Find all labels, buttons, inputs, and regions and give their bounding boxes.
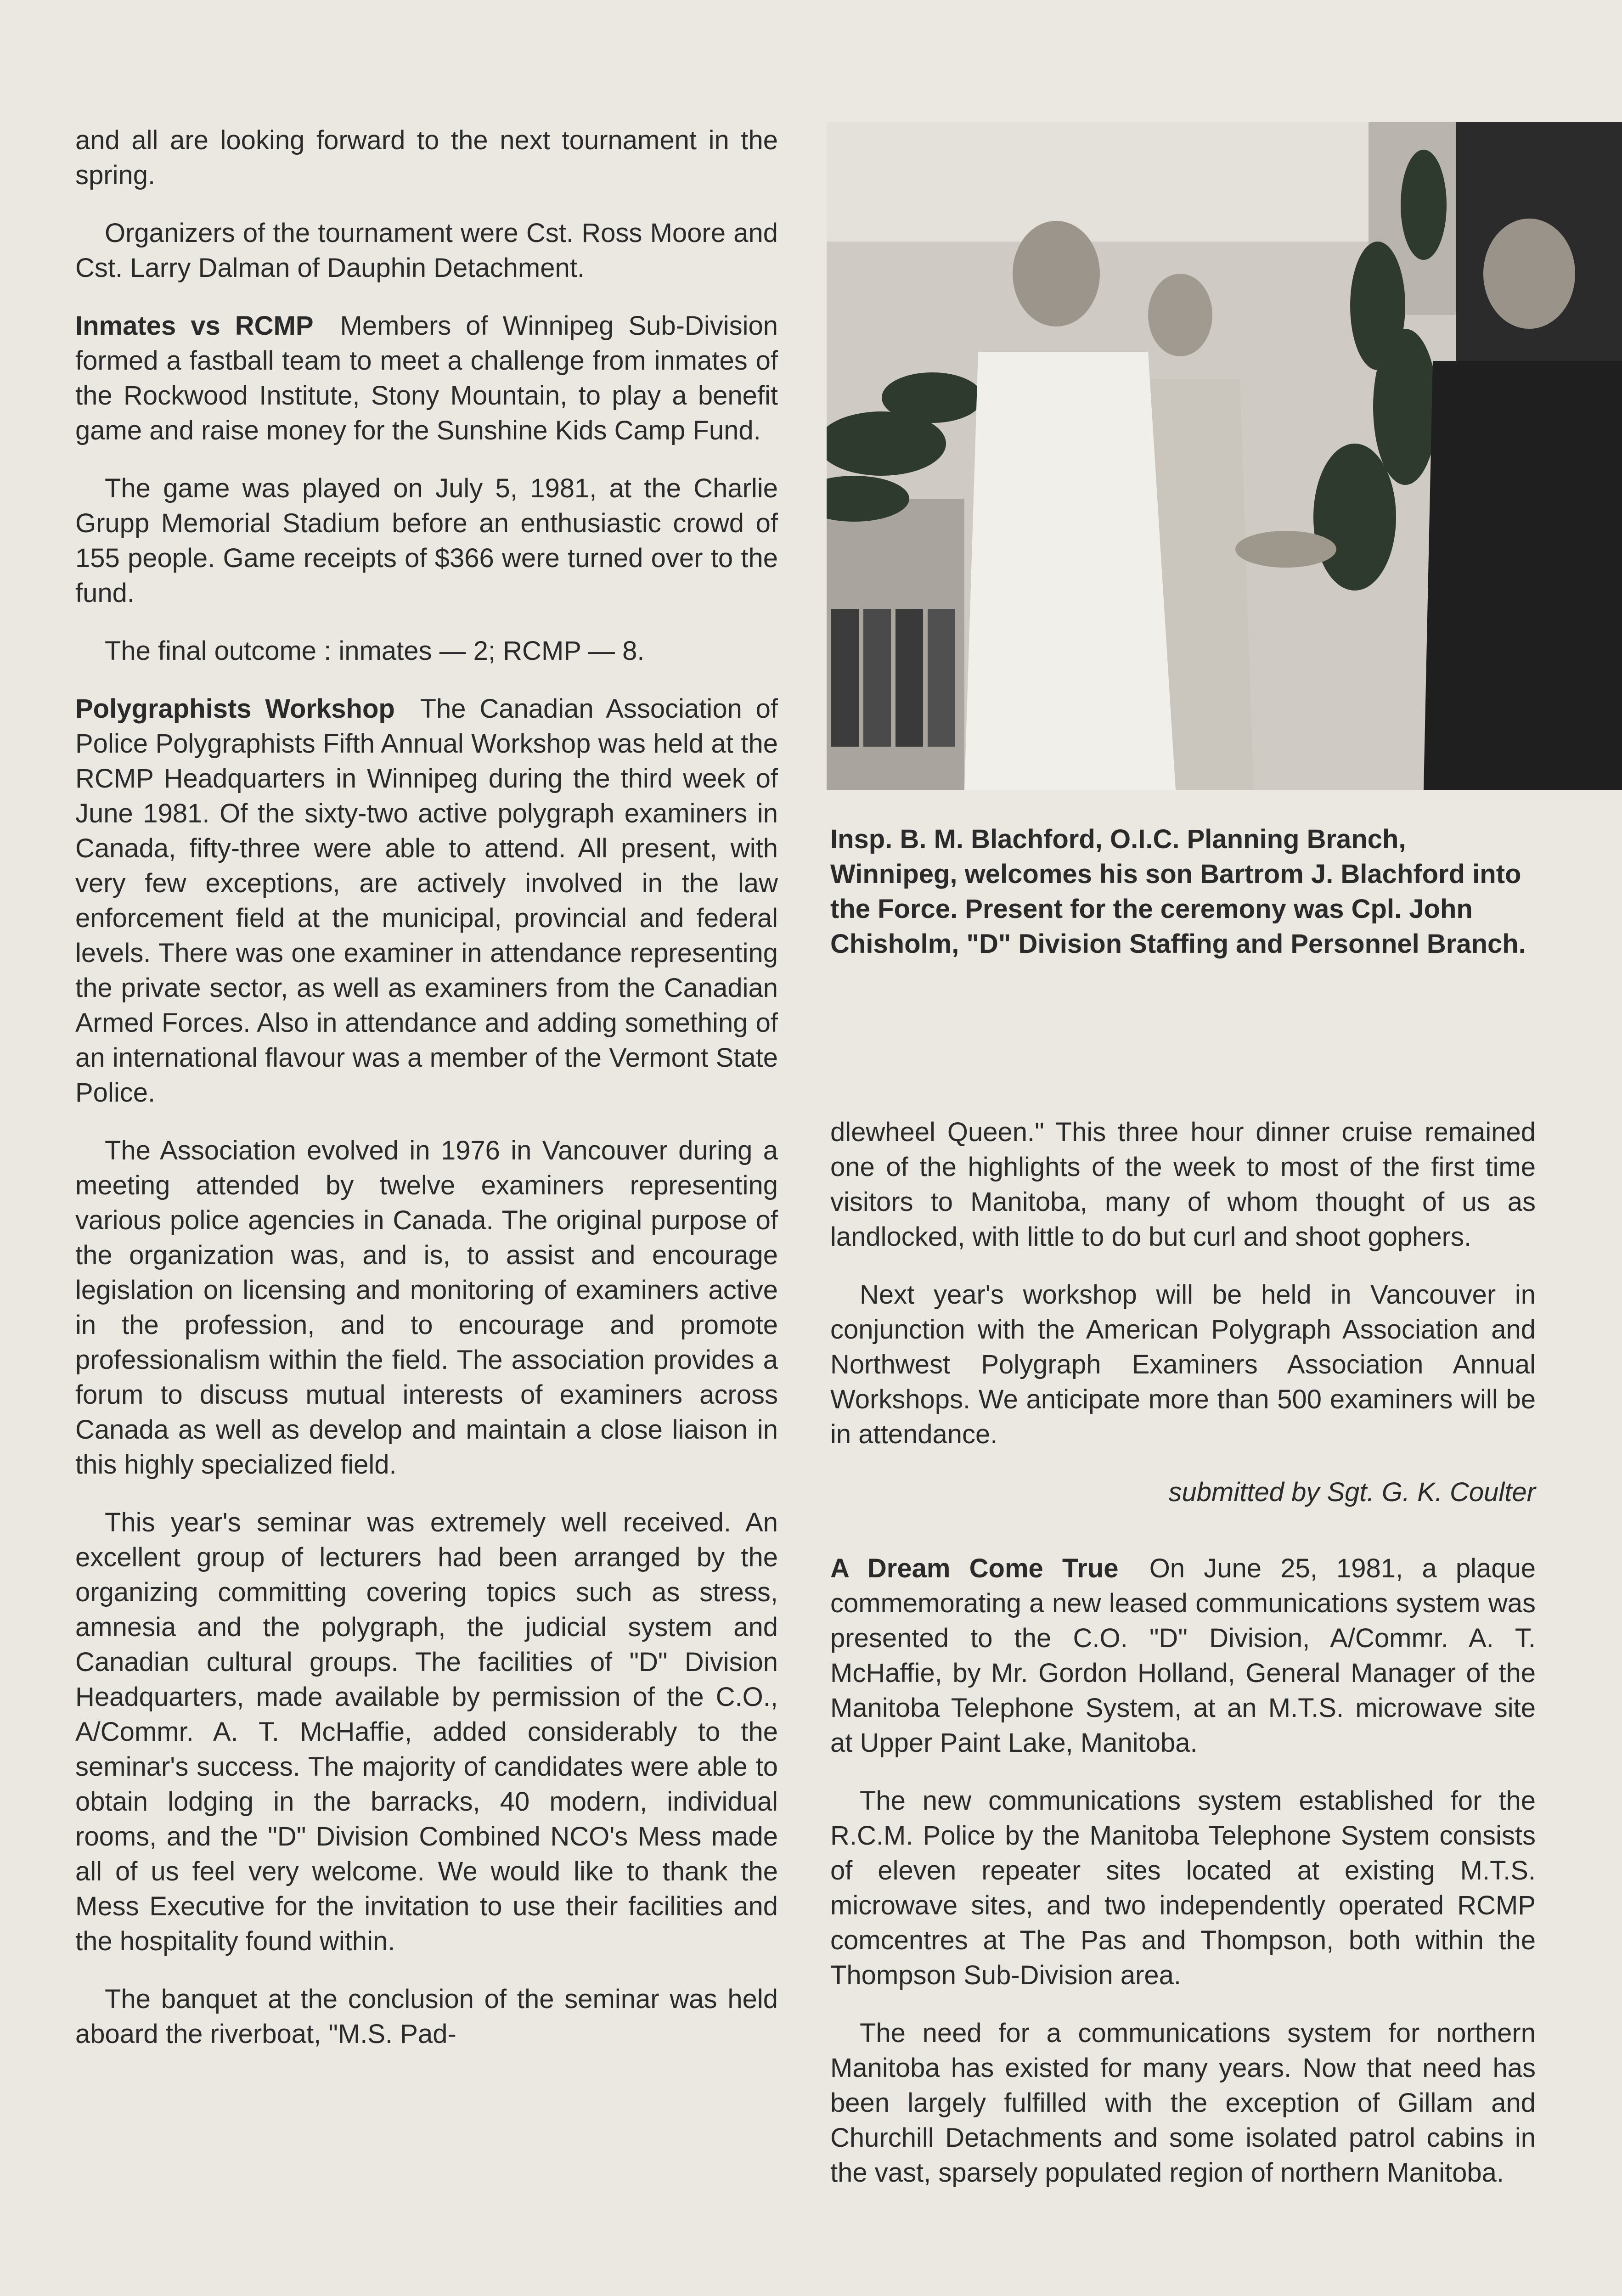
section-body-dream-come-true: On June 25, 1981, a plaque commemorating a new leased communications system was presented to the C.O. "D" Division, A/Commr. A. T. McHaffie, by Mr. Gordon Holland, General Manager of the Manitoba Telephone System, at an M.T.S. microwave site at Upper Paint Lake, Manitoba. [830,1553,1536,1758]
section-heading-inmates-vs-rcmp: Inmates vs RCMP [75,311,314,341]
right-column [830,1115,1536,2213]
section-inmates-vs-rcmp [75,309,778,448]
section-body-inmates-vs-rcmp: Members of Winnipeg Sub-Division formed a fastball team to meet a challenge from inmates of the Rockwood Institute, Stony Mountain, to play a benefit game and raise money for the Sunshine Kids Camp Fund. [75,311,778,445]
paragraph-organizers: Organizers of the tournament were Cst. Ross Moore and Cst. Larry Dalman of Dauphin Detachment. [75,218,778,283]
section-body-polygraphists-workshop: The Canadian Association of Police Polygraphists Fifth Annual Workshop was held at the RCMP Headquarters in Winnipeg during the third week of June 1981. Of the sixty-two active polygraph examiners in Canada, fifty-three were able to attend. All present, with very few exceptions, are actively involved in the law enforcement field at the municipal, provincial and federal levels. There was one examiner in attendance representing the private sector, as well as examiners from the Canadian Armed Forces. Also in attendance and adding something of an international flavour was a member of the Vermont State Police. [75,694,778,1108]
paragraph-tournament-end: and all are looking forward to the next tournament in the spring. [75,125,778,190]
paragraph-association-history: The Association evolved in 1976 in Vancouver during a meeting attended by twelve examiners representing various police agencies in Canada. The original purpose of the organization was, and is, to assist and encourage legislation on licensing and monitoring of examiners active in the profession, and to encourage and promote professionalism within the field. The association provides a forum to discuss mutual interests of examiners across Canada as well as develop and maintain a close liaison in this highly specialized field. [75,1136,778,1480]
paragraph-seminar-received: This year's seminar was extremely well received. An excellent group of lecturers had been arranged by the organizing committing covering topics such as stress, amnesia and the polygraph, the judicial system and Canadian cultural groups. The facilities of "D" Division Headquarters, made available by permission of the C.O., A/Commr. A. T. McHaffie, added considerably to the seminar's success. The majority of candidates were able to obtain lodging in the barracks, 40 modern, individual rooms, and the "D" Division Combined NCO's Mess made all of us feel very welcome. We would like to thank the Mess Executive for the invitation to use their facilities and the hospitality found within. [75,1508,778,1956]
section-polygraphists-workshop [75,692,778,1110]
left-column [75,123,778,2075]
photo-illustration [827,122,1622,790]
paragraph-banquet: The banquet at the conclusion of the seminar was held aboard the riverboat, "M.S. Pad- [75,1984,778,2049]
paragraph-new-system: The new communications system established for the R.C.M. Police by the Manitoba Telephone System consists of eleven repeater sites located at existing M.T.S. microwave sites, and two independently operated RCMP comcentres at The Pas and Thompson, both within the Thompson Sub-Division area. [830,1786,1536,1990]
paragraph-next-workshop: Next year's workshop will be held in Vancouver in conjunction with the American Polygraph Association and Northwest Polygraph Examiners Association Annual Workshops. We anticipate more than 500 examiners will be in attendance. [830,1280,1536,1449]
photo-handshake-ceremony [827,122,1622,790]
section-heading-polygraphists-workshop: Polygraphists Workshop [75,694,395,724]
section-heading-dream-come-true: A Dream Come True [830,1553,1119,1583]
paragraph-paddlewheel-cruise: dlewheel Queen." This three hour dinner cruise remained one of the highlights of the week to most of the first time visitors to Manitoba, many of whom thought of us as landlocked, with little to do but curl and shoot gophers. [830,1117,1536,1252]
paragraph-final-outcome: The final outcome : inmates — 2; RCMP — 8. [105,636,645,666]
attribution: submitted by Sgt. G. K. Coulter [1168,1477,1536,1507]
section-dream-come-true [830,1551,1536,1761]
paragraph-game-played: The game was played on July 5, 1981, at the Charlie Grupp Memorial Stadium before an enthusiastic crowd of 155 people. Game receipts of $366 were turned over to the fund. [75,473,778,608]
photo-caption: Insp. B. M. Blachford, O.I.C. Planning Branch, Winnipeg, welcomes his son Bartrom J. Blachford into the Force. Present for the ceremony was Cpl. John Chisholm, "D" Division Staffing and Personnel Branch. [830,824,1526,959]
paragraph-need-for-system: The need for a communications system for northern Manitoba has existed for many years. Now that need has been largely fulfilled with the exception of Gillam and Churchill Detachments and some isolated patrol cabins in the vast, sparsely populated region of northern Manitoba. [830,2018,1536,2188]
